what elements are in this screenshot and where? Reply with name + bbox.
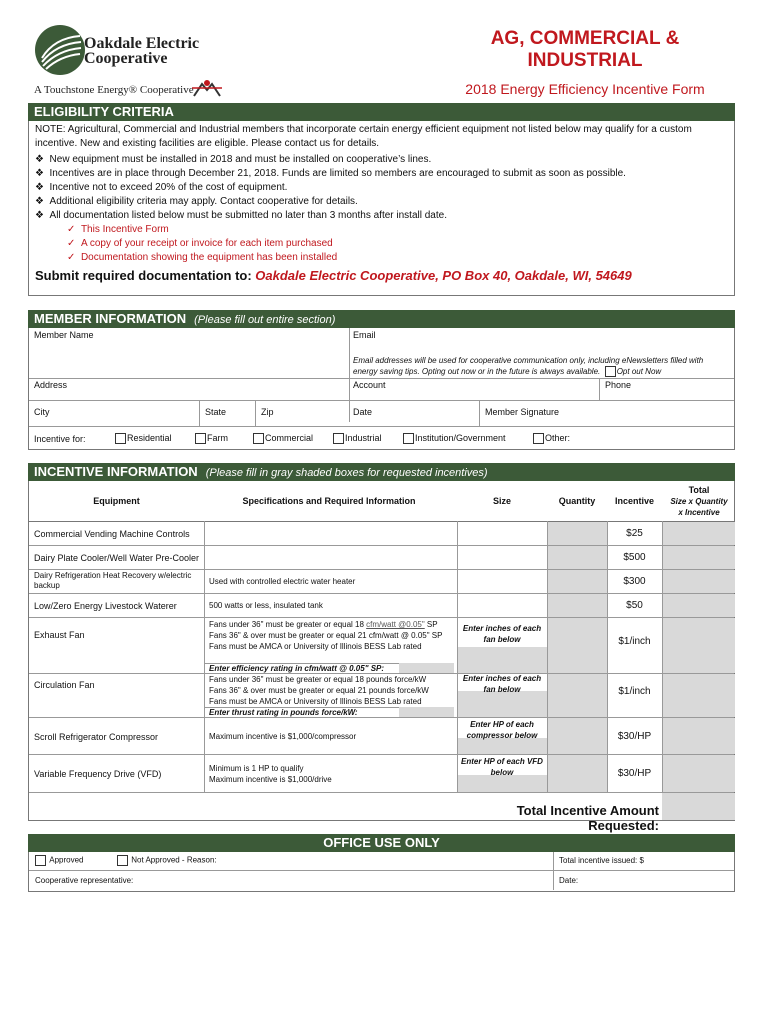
eligibility-bullet: ❖ Incentives are in place through December 21, 2018. Funds are limited so members are encouraged to submit as soon as possible. bbox=[35, 168, 626, 179]
eligibility-heading: ELIGIBILITY CRITERIA bbox=[28, 103, 735, 121]
eligibility-note: NOTE: Agricultural, Commercial and Industrial members that incorporate certain energy efficient equipment not listed below may qualify for a custom incentive. New and existing facilities are eligible. Please contact us for details. bbox=[35, 124, 692, 149]
row-size-hint: Enter HP of each compressor below bbox=[466, 720, 538, 740]
row-incentive: $25 bbox=[626, 528, 643, 539]
date-field[interactable]: Date bbox=[353, 407, 373, 417]
signature-field[interactable]: Member Signature bbox=[485, 407, 560, 417]
touchstone-logo bbox=[190, 78, 224, 98]
row-size-hint: Enter HP of each VFD below bbox=[461, 757, 543, 777]
row-equipment: Low/Zero Energy Livestock Waterer bbox=[34, 601, 177, 611]
submit-line: Submit required documentation to: Oakdale Electric Cooperative, PO Box 40, Oakdale, WI, 54649 bbox=[35, 268, 632, 283]
total-amount-label: Total Incentive Amount Requested: bbox=[516, 803, 659, 833]
opt-out-checkbox[interactable] bbox=[605, 366, 616, 377]
email-field[interactable]: Email bbox=[353, 330, 376, 340]
row-spec: 500 watts or less, insulated tank bbox=[209, 601, 323, 610]
doc-check-item: ✓ Documentation showing the equipment has been installed bbox=[67, 252, 338, 263]
member-heading: MEMBER INFORMATION (Please fill out entire section) bbox=[28, 310, 735, 328]
row-size-hint: Enter inches of each fan below bbox=[462, 674, 542, 694]
form-subtitle: 2018 Energy Efficiency Incentive Form bbox=[465, 81, 705, 97]
row-incentive: $1/inch bbox=[618, 686, 651, 697]
row-equipment: Variable Frequency Drive (VFD) bbox=[34, 769, 162, 779]
row-equipment: Dairy Refrigeration Heat Recovery w/electric backup bbox=[34, 571, 192, 590]
row-spec: Fans under 36" must be greater or equal 18 pounds force/kW Fans 36" & over must be greater or equal 21 pounds force/kW Fans must be AMCA or University of Illinois BESS Lab rated bbox=[209, 675, 429, 706]
row-incentive: $500 bbox=[623, 552, 646, 563]
office-section bbox=[28, 852, 735, 892]
row-equipment: Circulation Fan bbox=[34, 680, 95, 690]
logo bbox=[34, 24, 86, 76]
type-institution[interactable]: Institution/Government bbox=[403, 433, 506, 444]
row-incentive: $30/HP bbox=[617, 768, 652, 779]
touchstone-tagline: A Touchstone Energy® Cooperative bbox=[34, 84, 194, 96]
doc-check-item: ✓ A copy of your receipt or invoice for each item purchased bbox=[67, 238, 333, 249]
total-issued-field[interactable]: Total incentive issued: $ bbox=[559, 856, 644, 865]
account-field[interactable]: Account bbox=[353, 380, 386, 390]
type-farm[interactable]: Farm bbox=[195, 433, 228, 444]
col-equipment: Equipment bbox=[93, 496, 140, 506]
row-spec: Minimum is 1 HP to qualify Maximum incentive is $1,000/drive bbox=[209, 764, 332, 784]
phone-field[interactable]: Phone bbox=[605, 380, 632, 390]
col-incentive: Incentive bbox=[614, 496, 654, 506]
row-equipment: Scroll Refrigerator Compressor bbox=[34, 732, 159, 742]
row-size-hint: Enter inches of each fan below bbox=[462, 624, 542, 644]
row-incentive: $50 bbox=[626, 600, 643, 611]
eligibility-bullet: ❖ Incentive not to exceed 20% of the cost of equipment. bbox=[35, 182, 288, 193]
coop-rep-field[interactable]: Cooperative representative: bbox=[35, 876, 134, 885]
col-quantity: Quantity bbox=[558, 496, 596, 506]
office-heading: OFFICE USE ONLY bbox=[28, 834, 735, 852]
incentive-table bbox=[28, 481, 735, 833]
state-field[interactable]: State bbox=[205, 407, 227, 417]
row-equipment: Dairy Plate Cooler/Well Water Pre-Cooler bbox=[34, 553, 200, 563]
org-name-line1: Oakdale Electric bbox=[84, 35, 200, 52]
eligibility-bullet: ❖ New equipment must be installed in 2018 and must be installed on cooperative’s lines. bbox=[35, 154, 432, 165]
form-title: AG, COMMERCIAL & INDUSTRIAL bbox=[490, 28, 680, 71]
member-section bbox=[28, 328, 735, 450]
row-equipment: Commercial Vending Machine Controls bbox=[34, 529, 190, 539]
row-equipment: Exhaust Fan bbox=[34, 630, 85, 640]
office-date-field[interactable]: Date: bbox=[559, 876, 579, 885]
row-extra-hint: Enter thrust rating in pounds force/kW: bbox=[209, 708, 358, 717]
row-spec: Used with controlled electric water heater bbox=[209, 577, 356, 586]
col-total: Total Size x Quantity x Incentive bbox=[670, 485, 728, 517]
row-spec: Fans under 36" must be greater or equal 18 cfm/watt @0.05" SP Fans 36" & over must be greater or equal 21 cfm/watt @ 0.05" SP Fans must be AMCA or University of Illinois BESS Lab rated bbox=[209, 620, 443, 651]
col-spec: Specifications and Required Information bbox=[242, 496, 416, 506]
org-name-line2: Cooperative bbox=[84, 50, 168, 67]
type-industrial[interactable]: Industrial bbox=[333, 433, 382, 444]
not-approved-checkbox[interactable]: Not Approved - Reason: bbox=[117, 855, 217, 866]
type-commercial[interactable]: Commercial bbox=[253, 433, 313, 444]
incentive-heading: INCENTIVE INFORMATION (Please fill in gray shaded boxes for requested incentives) bbox=[28, 463, 735, 481]
row-extra-hint: Enter efficiency rating in cfm/watt @ 0.05" SP: bbox=[209, 664, 385, 673]
city-field[interactable]: City bbox=[34, 407, 50, 417]
doc-check-item: ✓ This Incentive Form bbox=[67, 224, 169, 235]
email-note: Email addresses will be used for cooperative communication only, including eNewsletters filled with energy saving tips. Opting out now or in the future is always available. Opt out Now bbox=[353, 356, 704, 376]
row-incentive: $30/HP bbox=[617, 731, 652, 742]
row-spec: Maximum incentive is $1,000/compressor bbox=[209, 732, 357, 741]
address-field[interactable]: Address bbox=[34, 380, 68, 390]
approved-checkbox[interactable]: Approved bbox=[35, 855, 83, 866]
type-residential[interactable]: Residential bbox=[115, 433, 172, 444]
row-incentive: $1/inch bbox=[618, 636, 651, 647]
eligibility-section bbox=[28, 121, 735, 296]
row-incentive: $300 bbox=[623, 576, 646, 587]
eligibility-bullet: ❖ Additional eligibility criteria may apply. Contact cooperative for details. bbox=[35, 196, 358, 207]
type-other[interactable]: Other: bbox=[533, 433, 570, 444]
eligibility-bullet: ❖ All documentation listed below must be submitted no later than 3 months after install date. bbox=[35, 210, 447, 221]
member-name-field[interactable]: Member Name bbox=[34, 330, 94, 340]
incentive-for-label: Incentive for: bbox=[34, 434, 86, 444]
total-amount-field[interactable] bbox=[662, 793, 735, 820]
zip-field[interactable]: Zip bbox=[261, 407, 274, 417]
col-size: Size bbox=[492, 496, 511, 506]
